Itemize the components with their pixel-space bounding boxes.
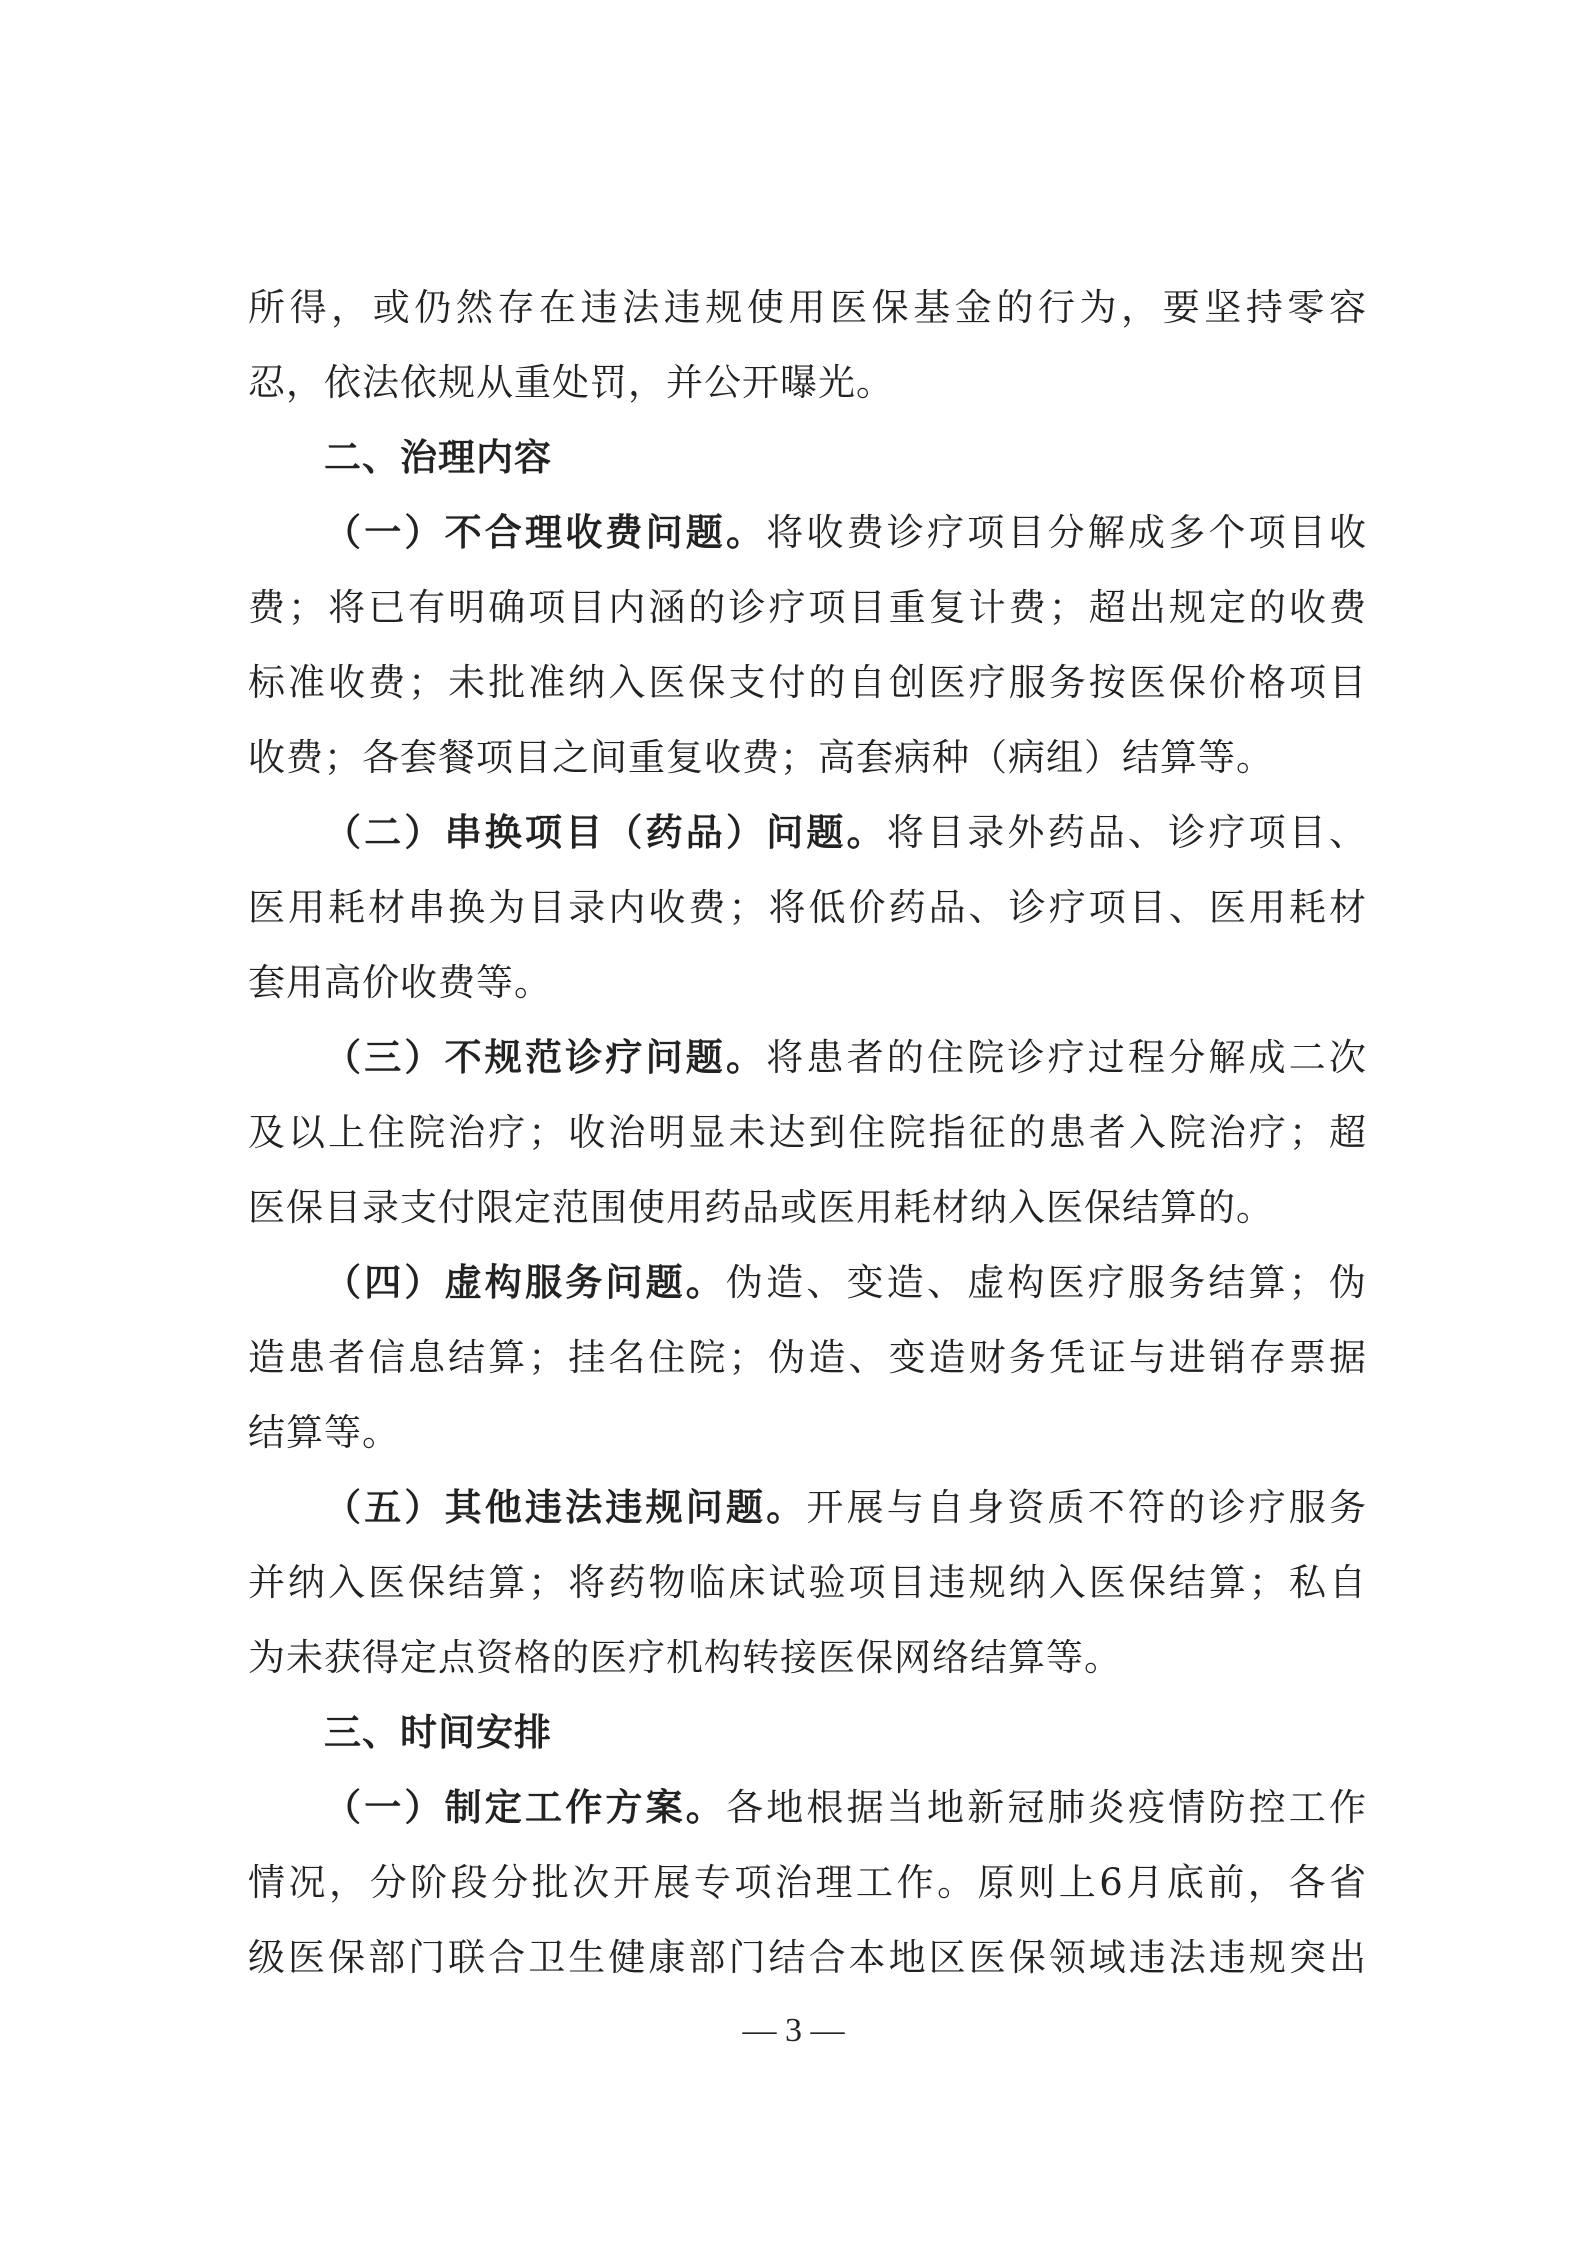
line-text: 将收费诊疗项目分解成多个项目收 (766, 511, 1368, 554)
paragraph-line (248, 1845, 1367, 1920)
line-text: 忍，依法依规从重处罚，并公开曝光。 (248, 361, 894, 404)
paragraph-line (248, 495, 1367, 570)
page-number: — 3 — (742, 2012, 845, 2049)
item-lead: （一）制定工作方案。 (324, 1786, 726, 1829)
paragraph-line (248, 1770, 1367, 1845)
paragraph-line (248, 945, 1367, 1020)
line-text: 为未获得定点资格的医疗机构转接医保网络结算等。 (248, 1636, 1122, 1679)
paragraph-line (248, 1620, 1367, 1695)
line-text: 级医保部门联合卫生健康部门结合本地区医保领域违法违规突出 (248, 1936, 1367, 1979)
paragraph-line (248, 1470, 1367, 1545)
line-text: 所得，或仍然存在违法违规使用医保基金的行为，要坚持零容 (248, 286, 1367, 329)
paragraph-line (248, 1095, 1367, 1170)
line-text: 套用高价收费等。 (248, 961, 552, 1004)
paragraph-line (248, 345, 1367, 420)
line-text: 情况，分阶段分批次开展专项治理工作。原则上6月底前，各省 (248, 1861, 1367, 1904)
line-text: 开展与自身资质不符的诊疗服务 (806, 1486, 1368, 1529)
paragraph-line (248, 1920, 1367, 1995)
section-heading: 二、治理内容 (324, 436, 552, 479)
line-text: 收费；各套餐项目之间重复收费；高套病种（病组）结算等。 (248, 736, 1274, 779)
line-text: 伪造、变造、虚构医疗服务结算；伪 (726, 1261, 1367, 1304)
item-lead: （五）其他违法违规问题。 (324, 1486, 807, 1529)
line-text: 将目录外药品、诊疗项目、 (886, 811, 1368, 854)
paragraph-line (248, 1170, 1367, 1245)
paragraph-line (248, 1020, 1367, 1095)
line-text: 医保目录支付限定范围使用药品或医用耗材纳入医保结算的。 (248, 1186, 1274, 1229)
line-text: 各地根据当地新冠肺炎疫情防控工作 (726, 1786, 1367, 1829)
paragraph-line (248, 1245, 1367, 1320)
line-text: 标准收费；未批准纳入医保支付的自创医疗服务按医保价格项目 (248, 661, 1367, 704)
line-text: 费；将已有明确项目内涵的诊疗项目重复计费；超出规定的收费 (248, 586, 1367, 629)
paragraph-line (248, 645, 1367, 720)
paragraph-line (248, 1395, 1367, 1470)
item-lead: （一）不合理收费问题。 (324, 511, 767, 554)
line-text: 将患者的住院诊疗过程分解成二次 (766, 1036, 1368, 1079)
line-text: 并纳入医保结算；将药物临床试验项目违规纳入医保结算；私自 (248, 1561, 1367, 1604)
paragraph-line (248, 720, 1367, 795)
item-lead: （三）不规范诊疗问题。 (324, 1036, 767, 1079)
section-heading: 三、时间安排 (324, 1711, 552, 1754)
item-lead: （二）串换项目（药品）问题。 (324, 811, 887, 854)
paragraph-line (248, 870, 1367, 945)
paragraph-line (248, 270, 1367, 345)
line-text: 医用耗材串换为目录内收费；将低价药品、诊疗项目、医用耗材 (248, 886, 1367, 929)
paragraph-line (248, 795, 1367, 870)
document-body (248, 270, 1367, 1995)
paragraph-line (248, 1545, 1367, 1620)
line-text: 及以上住院治疗；收治明显未达到住院指征的患者入院治疗；超 (248, 1111, 1367, 1154)
line-text: 结算等。 (248, 1411, 400, 1454)
paragraph-line (248, 1320, 1367, 1395)
item-lead: （四）虚构服务问题。 (324, 1261, 726, 1304)
paragraph-line (248, 570, 1367, 645)
line-text: 造患者信息结算；挂名住院；伪造、变造财务凭证与进销存票据 (248, 1336, 1367, 1379)
